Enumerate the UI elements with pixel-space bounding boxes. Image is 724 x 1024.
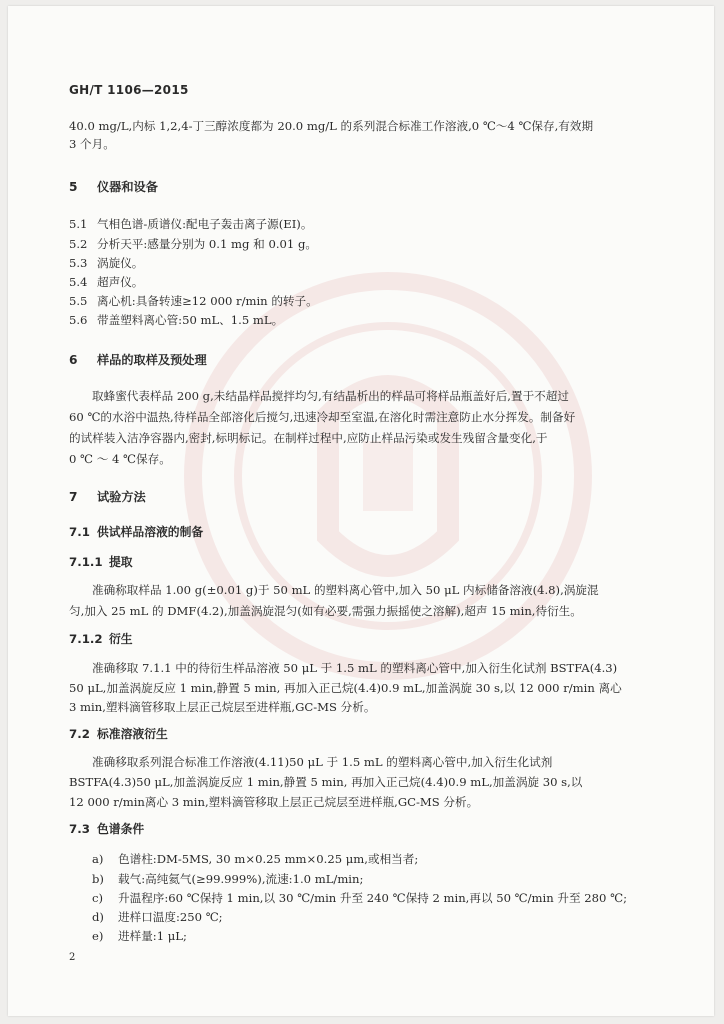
chromatography-item-d: d) 进样口温度:250 ℃;: [92, 910, 223, 924]
section-7-2-line-3: 12 000 r/min离心 3 min,塑料滴管移取上层正己烷层至进样瓶,GC-MS 分析。: [69, 795, 479, 809]
section-5-title: 仪器和设备: [97, 180, 158, 194]
section-6-title: 样品的取样及预处理: [97, 353, 207, 367]
chromatography-item-e: e) 进样量:1 μL;: [92, 929, 187, 943]
section-6-line-2: 60 ℃的水浴中温热,待样品全部溶化后搅匀,迅速冷却至室温,在溶化时需注意防止水分挥发。制备好: [69, 410, 576, 424]
intro-line-1: 40.0 mg/L,内标 1,2,4-丁三醇浓度都为 20.0 mg/L 的系列混合标准工作溶液,0 ℃～4 ℃保存,有效期: [69, 119, 594, 133]
section-7-number: 7: [69, 490, 78, 504]
section-7-3-heading: 7.3 色谱条件: [69, 822, 145, 836]
list-item-5-5: 5.5 离心机:具备转速≥12 000 r/min 的转子。: [69, 294, 318, 308]
section-7-1-2-line-1: 准确移取 7.1.1 中的待衍生样品溶液 50 μL 于 1.5 mL 的塑料离心管中,加入衍生化试剂 BSTFA(4.3): [92, 661, 618, 675]
seal-watermark-icon: [178, 266, 598, 686]
section-7-1-2-line-3: 3 min,塑料滴管移取上层正己烷层至进样瓶,GC-MS 分析。: [69, 700, 376, 714]
chromatography-item-c: c) 升温程序:60 ℃保持 1 min,以 30 ℃/min 升至 240 ℃保持 2 min,再以 50 ℃/min 升至 280 ℃;: [92, 891, 627, 905]
section-6-line-1: 取蜂蜜代表样品 200 g,未结晶样品搅拌均匀,有结晶析出的样品可将样品瓶盖好后,置于不超过: [92, 389, 569, 403]
list-item-5-6: 5.6 带盖塑料离心管:50 mL、1.5 mL。: [69, 313, 284, 327]
section-7-1-2-heading: 7.1.2 衍生: [69, 632, 133, 646]
section-5-number: 5: [69, 180, 78, 194]
section-7-1-1-line-2: 匀,加入 25 mL 的 DMF(4.2),加盖涡旋混匀(如有必要,需强力振摇使之溶解),超声 15 min,待衍生。: [69, 604, 582, 618]
document-page: [8, 6, 714, 1016]
list-item-5-1: 5.1 气相色谱-质谱仪:配电子轰击离子源(EI)。: [69, 217, 313, 231]
standard-number: GH/T 1106—2015: [69, 83, 189, 97]
section-7-1-1-heading: 7.1.1 提取: [69, 555, 133, 569]
chromatography-item-a: a) 色谱柱:DM-5MS, 30 m×0.25 mm×0.25 μm,或相当者;: [92, 852, 419, 866]
section-7-2-heading: 7.2 标准溶液衍生: [69, 727, 168, 741]
list-item-5-4: 5.4 超声仪。: [69, 275, 144, 289]
section-6-line-3: 的试样装入洁净容器内,密封,标明标记。在制样过程中,应防止样品污染或发生残留含量变化,于: [69, 431, 548, 445]
section-7-2-line-1: 准确移取系列混合标准工作溶液(4.11)50 μL 于 1.5 mL 的塑料离心管中,加入衍生化试剂: [92, 755, 553, 769]
section-6-line-4: 0 ℃ ～ 4 ℃保存。: [69, 452, 171, 466]
list-item-5-2: 5.2 分析天平:感量分别为 0.1 mg 和 0.01 g。: [69, 237, 317, 251]
section-7-1-heading: 7.1 供试样品溶液的制备: [69, 525, 204, 539]
intro-line-2: 3 个月。: [69, 137, 115, 151]
page-number: 2: [69, 952, 76, 963]
section-7-1-2-line-2: 50 μL,加盖涡旋反应 1 min,静置 5 min, 再加入正己烷(4.4)0.9 mL,加盖涡旋 30 s,以 12 000 r/min 离心: [69, 681, 622, 695]
list-item-5-3: 5.3 涡旋仪。: [69, 256, 144, 270]
section-6-heading: [69, 351, 207, 368]
section-6-number: 6: [69, 353, 78, 367]
section-7-title: 试验方法: [97, 490, 146, 504]
chromatography-item-b: b) 载气:高纯氦气(≥99.999%),流速:1.0 mL/min;: [92, 872, 364, 886]
section-7-1-1-line-1: 准确称取样品 1.00 g(±0.01 g)于 50 mL 的塑料离心管中,加入 50 μL 内标储备溶液(4.8),涡旋混: [92, 583, 599, 597]
section-7-heading: [69, 488, 146, 505]
section-5-heading: [69, 178, 158, 195]
section-7-2-line-2: BSTFA(4.3)50 μL,加盖涡旋反应 1 min,静置 5 min, 再加入正己烷(4.4)0.9 mL,加盖涡旋 30 s,以: [69, 775, 583, 789]
